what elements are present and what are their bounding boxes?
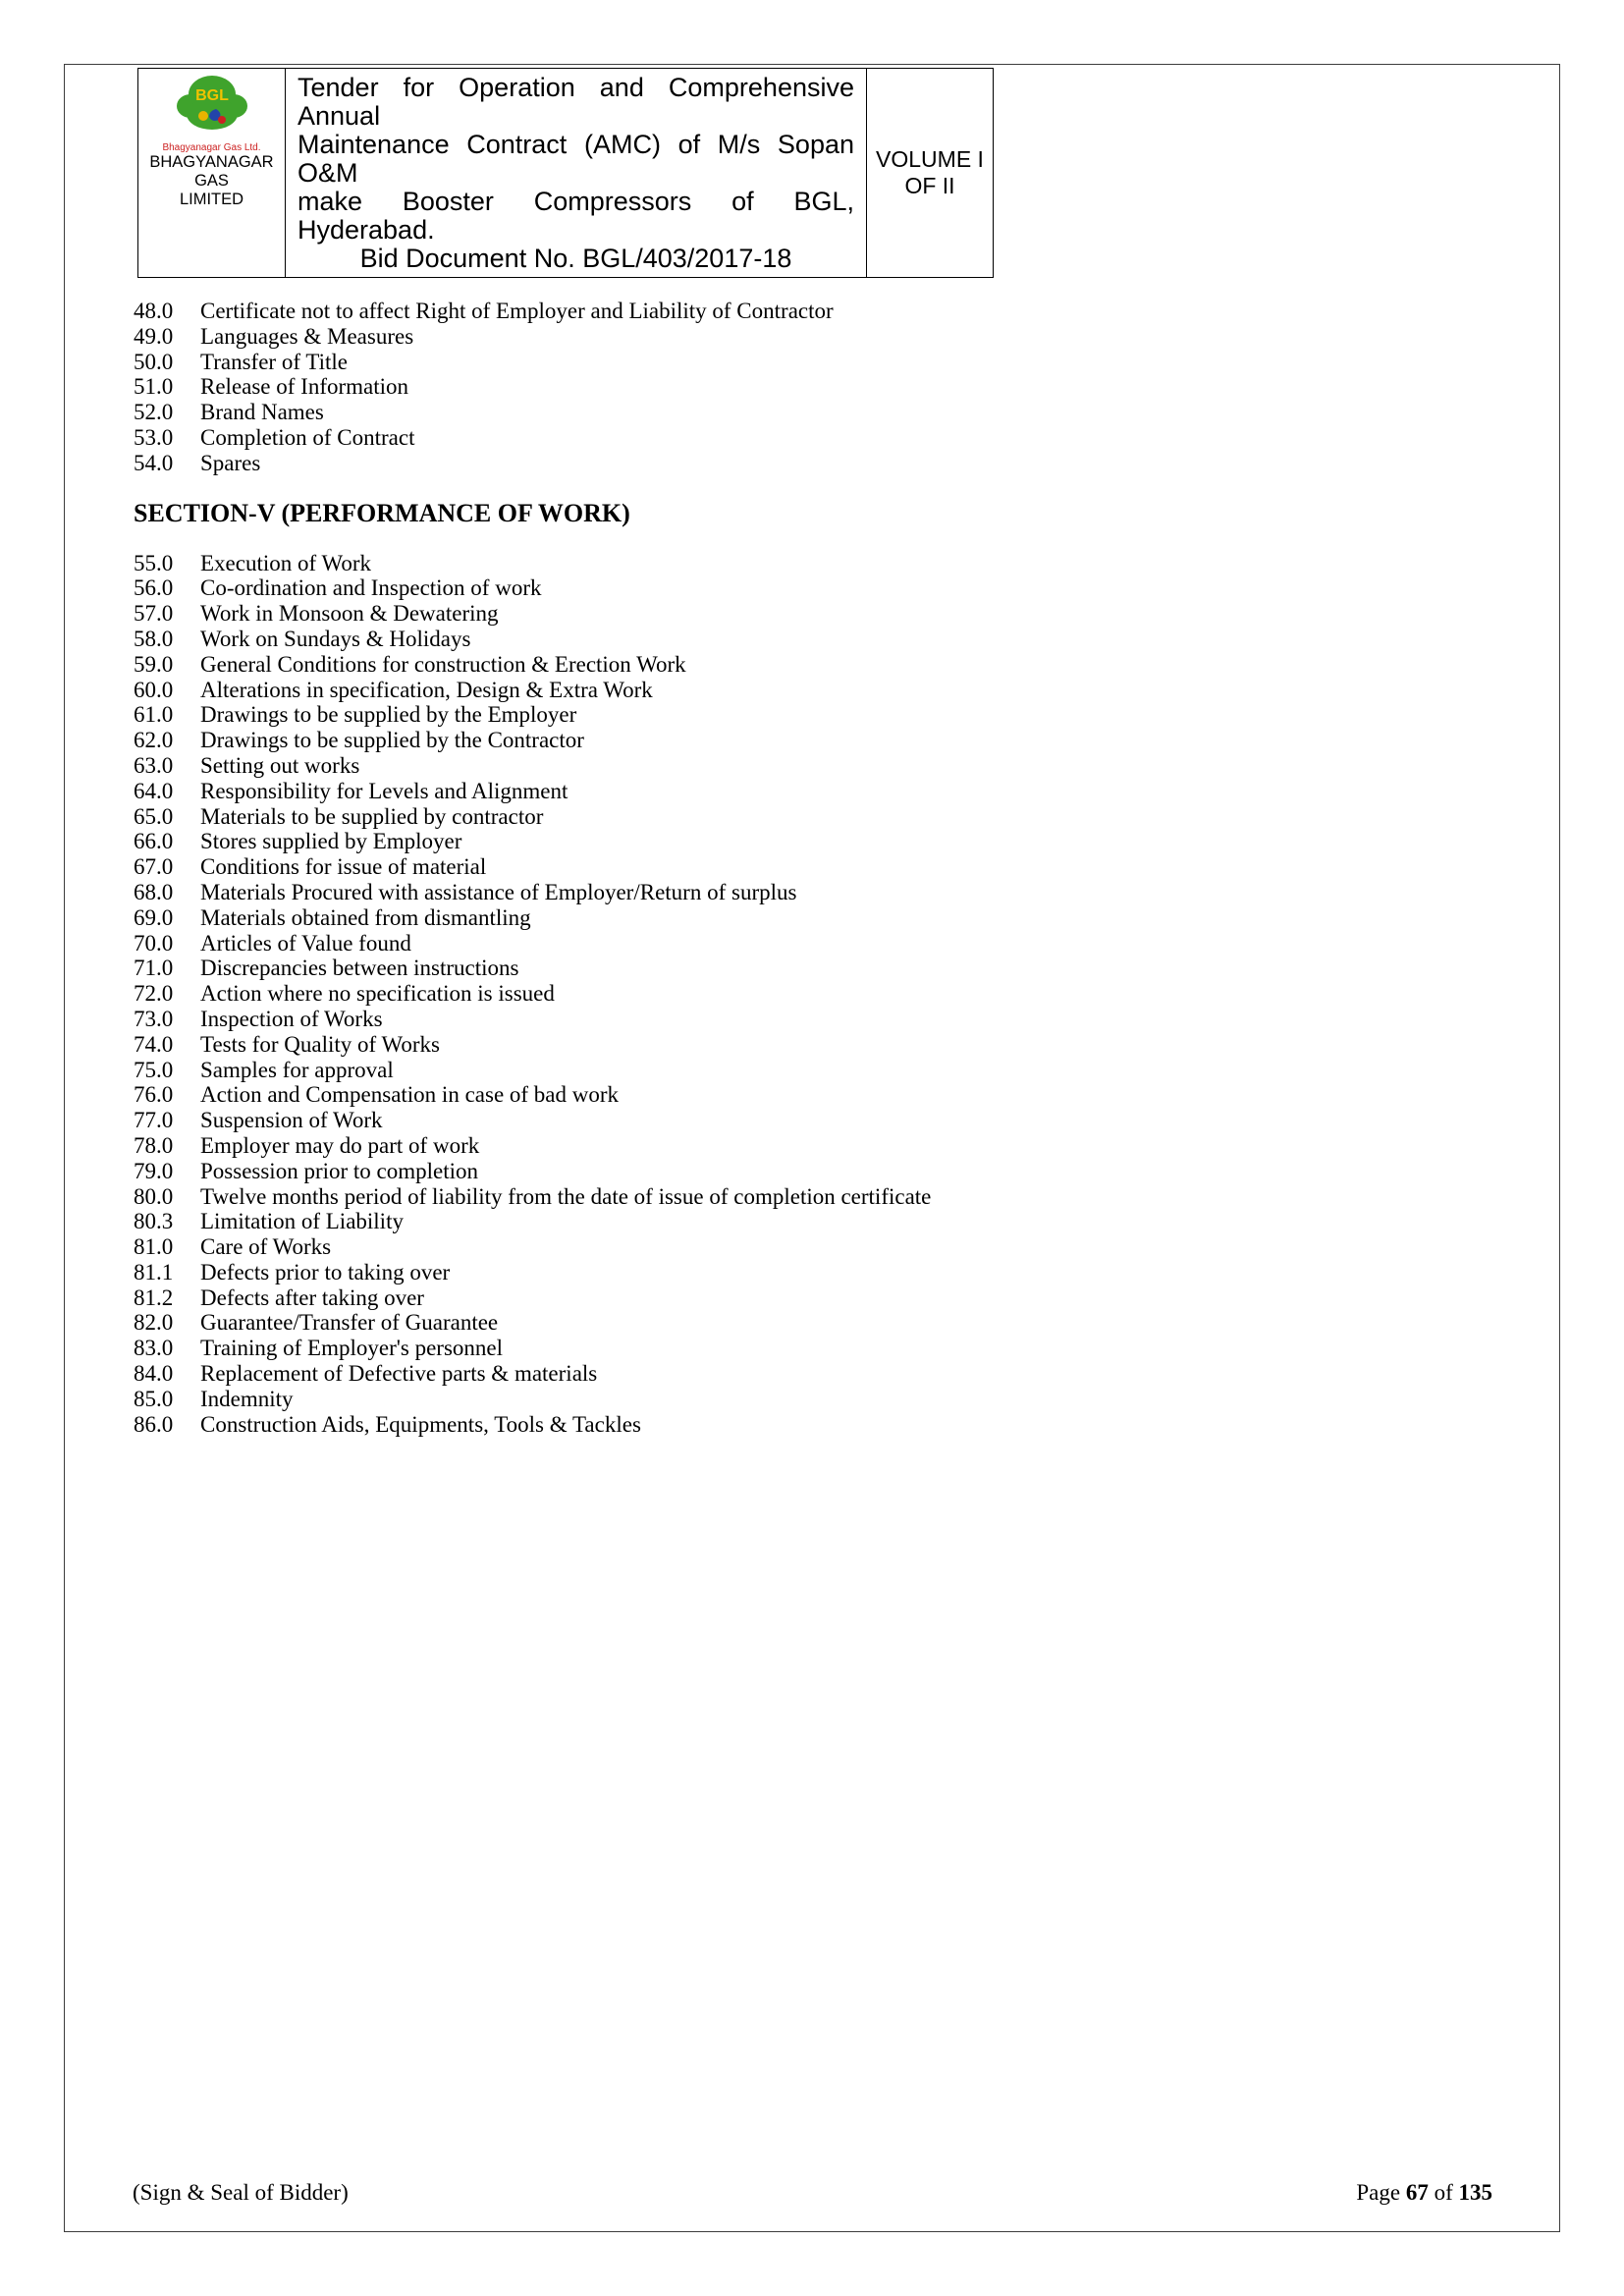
toc-item-number: 62.0 [134, 728, 174, 753]
toc-item-number: 85.0 [134, 1386, 174, 1411]
toc-item-number: 69.0 [134, 904, 174, 930]
toc-item-label: Materials to be supplied by contractor [200, 803, 544, 829]
bgl-logo-icon [171, 73, 253, 137]
toc-item [134, 627, 1490, 652]
toc-item-number: 68.0 [134, 879, 174, 904]
toc-item [134, 1209, 1490, 1234]
toc-item-number: 82.0 [134, 1310, 174, 1336]
toc-item-label: Completion of Contract [200, 424, 415, 450]
toc-item-label: Construction Aids, Equipments, Tools & Tackles [200, 1411, 641, 1437]
toc-item-number: 58.0 [134, 626, 174, 651]
sign-seal-label: (Sign & Seal of Bidder) [133, 2180, 349, 2205]
header-block [137, 68, 994, 278]
toc-item-label: Indemnity [200, 1386, 294, 1411]
toc-item-number: 65.0 [134, 803, 174, 829]
svg-text:BGL: BGL [194, 87, 229, 104]
toc-item-label: Materials Procured with assistance of Employer/Return of surplus [200, 879, 797, 904]
toc-item-label: Drawings to be supplied by the Employer [200, 702, 577, 728]
toc-item-number: 75.0 [134, 1057, 174, 1082]
toc-item [134, 1133, 1490, 1159]
title-line-1: Tender for Operation and Comprehensive Annual [298, 73, 854, 131]
toc-item-label: Samples for approval [200, 1057, 394, 1082]
toc-item-number: 71.0 [134, 956, 174, 981]
title-line-4: Bid Document No. BGL/403/2017-18 [359, 244, 792, 273]
toc-item-label: Work in Monsoon & Dewatering [200, 601, 499, 627]
toc-item [134, 425, 1490, 451]
toc-item [134, 1082, 1490, 1108]
toc-list [134, 299, 1490, 1437]
volume-label [867, 69, 993, 277]
toc-item [134, 1310, 1490, 1336]
toc-item-number: 57.0 [134, 601, 174, 627]
toc-item-label: Spares [200, 450, 261, 475]
toc-item-number: 77.0 [134, 1108, 174, 1133]
toc-item [134, 324, 1490, 350]
toc-item [134, 1007, 1490, 1032]
volume-line-1: VOLUME I [876, 146, 984, 172]
logo-caption: Bhagyanagar Gas Ltd. [162, 142, 261, 153]
toc-item-number: 64.0 [134, 778, 174, 803]
toc-item-label: Articles of Value found [200, 930, 411, 956]
toc-item [134, 1184, 1490, 1210]
toc-item-label: General Conditions for construction & Erection Work [200, 651, 686, 677]
toc-item-label: Care of Works [200, 1234, 332, 1260]
toc-item-number: 79.0 [134, 1158, 174, 1183]
toc-item-label: Twelve months period of liability from the date of issue of completion certificate [200, 1183, 932, 1209]
toc-item-label: Guarantee/Transfer of Guarantee [200, 1310, 499, 1336]
toc-item [134, 779, 1490, 804]
page-prefix: Page [1356, 2180, 1401, 2205]
toc-item [134, 1234, 1490, 1260]
toc-item [134, 1336, 1490, 1361]
toc-item-number: 78.0 [134, 1132, 174, 1158]
toc-item-label: Training of Employer's personnel [200, 1336, 504, 1361]
toc-item-number: 81.0 [134, 1234, 174, 1260]
toc-item-label: Alterations in specification, Design & Extra Work [200, 677, 653, 702]
toc-item-number: 63.0 [134, 752, 174, 778]
page-content [65, 65, 1559, 2231]
toc-item [134, 702, 1490, 728]
toc-item-number: 50.0 [134, 349, 174, 374]
toc-item-label: Release of Information [200, 374, 409, 400]
toc-item [134, 1159, 1490, 1184]
toc-item [134, 829, 1490, 854]
toc-item-number: 80.3 [134, 1209, 174, 1234]
toc-item-label: Brand Names [200, 400, 324, 425]
toc-item-number: 56.0 [134, 575, 174, 601]
toc-item [134, 753, 1490, 779]
page-footer [133, 2180, 1492, 2206]
toc-item-number: 76.0 [134, 1082, 174, 1108]
page-separator: of [1434, 2180, 1453, 2205]
toc-item-label: Replacement of Defective parts & materials [200, 1361, 598, 1387]
toc-item-number: 66.0 [134, 829, 174, 854]
toc-item [134, 880, 1490, 905]
toc-item-number: 86.0 [134, 1411, 174, 1437]
toc-item [134, 1387, 1490, 1412]
toc-item [134, 1032, 1490, 1058]
toc-item-number: 70.0 [134, 930, 174, 956]
toc-item [134, 601, 1490, 627]
toc-item [134, 956, 1490, 981]
toc-item-number: 83.0 [134, 1336, 174, 1361]
toc-item-label: Limitation of Liability [200, 1209, 404, 1234]
toc-item [134, 1108, 1490, 1133]
toc-item-label: Inspection of Works [200, 1006, 383, 1031]
toc-item-label: Certificate not to affect Right of Employer and Liability of Contractor [200, 299, 834, 323]
toc-item [134, 905, 1490, 931]
toc-item [134, 299, 1490, 324]
title-line-2: Maintenance Contract (AMC) of M/s Sopan O&M [298, 130, 854, 188]
toc-item [134, 374, 1490, 400]
toc-item-number: 73.0 [134, 1006, 174, 1031]
toc-item-number: 74.0 [134, 1031, 174, 1057]
toc-item [134, 1058, 1490, 1083]
toc-item-number: 51.0 [134, 374, 174, 400]
page-number-label [1356, 2180, 1492, 2206]
toc-item-label: Co-ordination and Inspection of work [200, 575, 542, 601]
toc-item [134, 678, 1490, 703]
toc-item [134, 350, 1490, 375]
toc-item [134, 1412, 1490, 1438]
toc-item-label: Setting out works [200, 752, 360, 778]
toc-item-label: Action and Compensation in case of bad work [200, 1082, 620, 1108]
toc-item [134, 854, 1490, 880]
toc-item [134, 652, 1490, 678]
toc-item-label: Action where no specification is issued [200, 981, 555, 1007]
toc-item [134, 981, 1490, 1007]
org-name-line1: BHAGYANAGAR GAS [149, 153, 274, 190]
toc-item-number: 81.1 [134, 1259, 174, 1285]
toc-item [134, 1260, 1490, 1285]
toc-item-number: 81.2 [134, 1285, 174, 1310]
toc-item-number: 59.0 [134, 651, 174, 677]
toc-item [134, 728, 1490, 753]
toc-item-number: 72.0 [134, 981, 174, 1007]
toc-item-number: 84.0 [134, 1361, 174, 1387]
toc-item-label: Suspension of Work [200, 1108, 383, 1133]
toc-item-label: Employer may do part of work [200, 1132, 480, 1158]
toc-item-number: 53.0 [134, 424, 174, 450]
toc-item-number: 55.0 [134, 550, 174, 575]
toc-item [134, 451, 1490, 476]
logo-cell [138, 69, 286, 277]
section-heading: SECTION-V (PERFORMANCE OF WORK) [134, 498, 630, 527]
toc-item-label: Responsibility for Levels and Alignment [200, 778, 568, 803]
toc-item [134, 551, 1490, 576]
toc-item-label: Drawings to be supplied by the Contractor [200, 728, 584, 753]
toc-item-number: 49.0 [134, 323, 174, 349]
toc-item-number: 80.0 [134, 1183, 174, 1209]
toc-item-label: Transfer of Title [200, 349, 348, 374]
toc-item [134, 575, 1490, 601]
document-title [286, 69, 867, 277]
toc-item-number: 61.0 [134, 702, 174, 728]
toc-item-label: Discrepancies between instructions [200, 956, 519, 981]
toc-item-label: Tests for Quality of Works [200, 1031, 440, 1057]
toc-item-number: 48.0 [134, 299, 174, 323]
toc-item-label: Languages & Measures [200, 323, 414, 349]
toc-item [134, 1361, 1490, 1387]
toc-item-number: 67.0 [134, 854, 174, 880]
toc-item-label: Defects prior to taking over [200, 1259, 451, 1285]
toc-item-label: Work on Sundays & Holidays [200, 626, 471, 651]
toc-item-label: Defects after taking over [200, 1285, 424, 1310]
toc-item [134, 804, 1490, 830]
page-total: 135 [1458, 2180, 1492, 2205]
page-current: 67 [1405, 2180, 1429, 2205]
org-name-line2: LIMITED [179, 191, 244, 208]
toc-item [134, 400, 1490, 425]
toc-item [134, 931, 1490, 957]
toc-item-label: Stores supplied by Employer [200, 829, 462, 854]
title-line-3: make Booster Compressors of BGL, Hyderabad. [298, 187, 854, 245]
volume-line-2: OF II [904, 173, 955, 198]
toc-item [134, 1285, 1490, 1311]
toc-item-label: Materials obtained from dismantling [200, 904, 531, 930]
toc-item-label: Conditions for issue of material [200, 854, 487, 880]
toc-item-number: 60.0 [134, 677, 174, 702]
toc-item-number: 54.0 [134, 450, 174, 475]
toc-item-number: 52.0 [134, 400, 174, 425]
toc-item-label: Possession prior to completion [200, 1158, 479, 1183]
toc-item-label: Execution of Work [200, 550, 372, 575]
